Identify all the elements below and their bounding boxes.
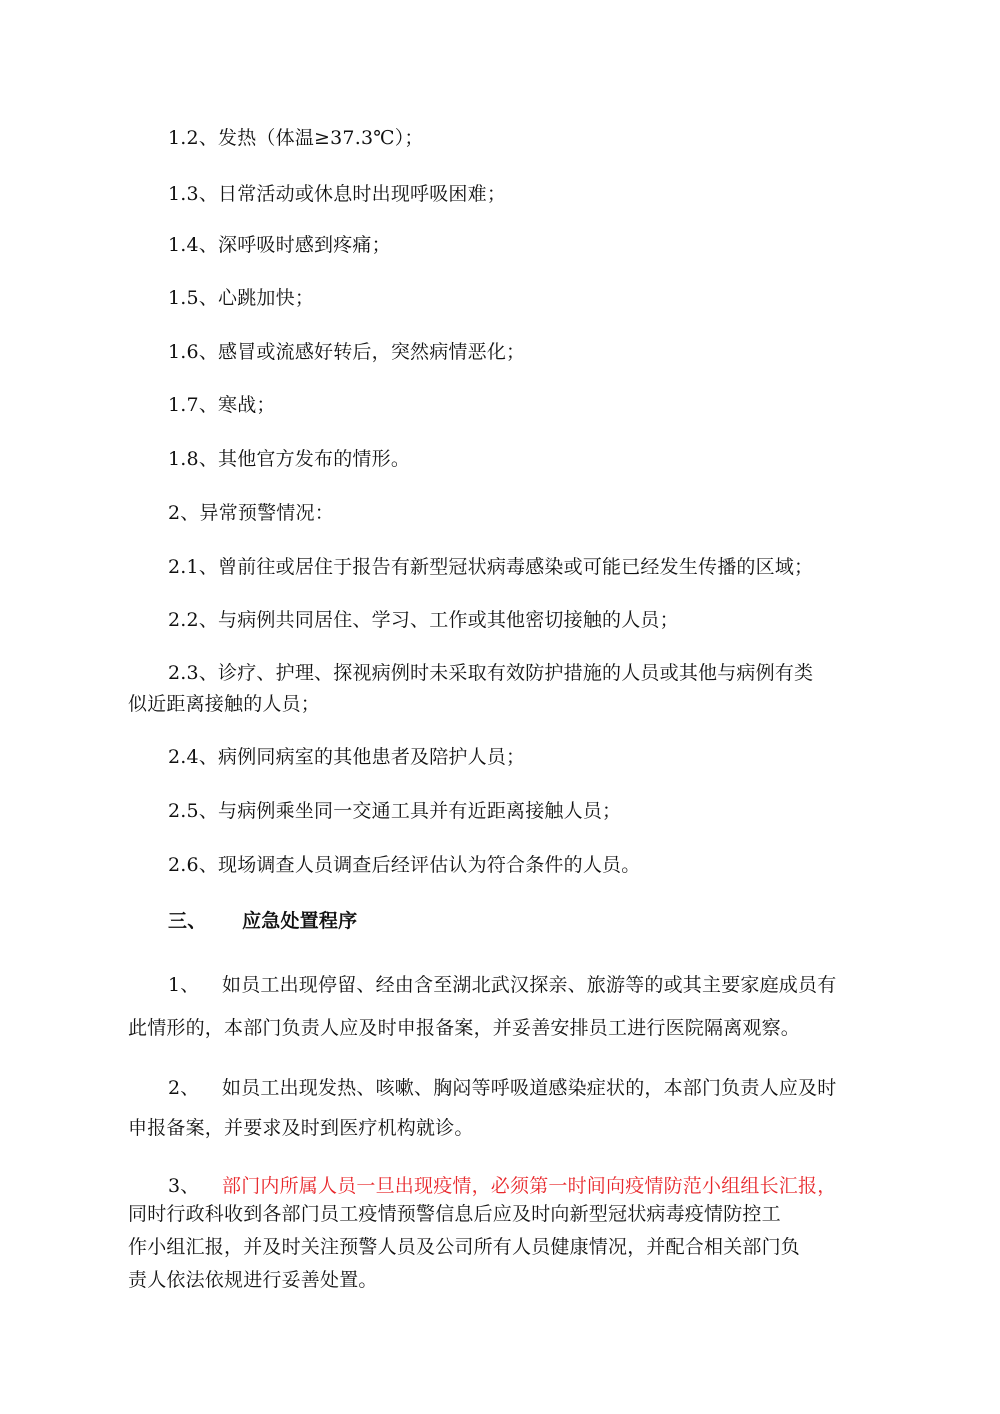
item-2-3-line2: 似近距离接触的人员； [128,693,321,715]
procedure-2-number: 2、 [168,1077,200,1099]
section-2-heading: 2、异常预警情况： [168,502,334,524]
section-3-heading [168,909,357,933]
procedure-1-text-1: 如员工出现停留、经由含至湖北武汉探亲、旅游等的或其主要家庭成员有 [222,974,837,996]
procedure-1-number: 1、 [168,974,200,996]
procedure-3-number: 3、 [168,1175,200,1197]
item-1-2: 1.2、发热（体温≥37.3℃）； [168,127,424,149]
procedure-2-line1 [168,1076,836,1100]
item-2-6: 2.6、现场调查人员调查后经评估认为符合条件的人员。 [168,854,641,876]
section-3-title: 应急处置程序 [242,910,358,932]
item-2-3-line1: 2.3、诊疗、护理、探视病例时未采取有效防护措施的人员或其他与病例有类 [168,662,814,684]
item-1-7: 1.7、寒战； [168,394,276,416]
section-3-number: 三、 [168,910,207,932]
item-1-8: 1.8、其他官方发布的情形。 [168,448,411,470]
item-1-3: 1.3、日常活动或休息时出现呼吸困难； [168,183,507,205]
procedure-2-line2: 申报备案，并要求及时到医疗机构就诊。 [128,1117,474,1139]
item-2-1: 2.1、曾前往或居住于报告有新型冠状病毒感染或可能已经发生传播的区域； [168,556,814,578]
procedure-3-line2: 同时行政科收到各部门员工疫情预警信息后应及时向新型冠状病毒疫情防控工 [128,1203,781,1225]
procedure-1-line1 [168,973,836,997]
item-1-6: 1.6、感冒或流感好转后，突然病情恶化； [168,341,526,363]
procedure-2-text-1: 如员工出现发热、咳嗽、胸闷等呼吸道感染症状的，本部门负责人应及时 [222,1077,837,1099]
procedure-3-line4: 责人依法依规进行妥善处置。 [128,1269,378,1291]
procedure-3-line1 [168,1174,836,1198]
item-2-5: 2.5、与病例乘坐同一交通工具并有近距离接触人员； [168,800,622,822]
item-1-5: 1.5、心跳加快； [168,287,315,309]
procedure-3-red-text: 部门内所属人员一旦出现疫情，必须第一时间向疫情防范小组组长汇报， [222,1175,837,1197]
item-2-2: 2.2、与病例共同居住、学习、工作或其他密切接触的人员； [168,609,679,631]
procedure-3-line3: 作小组汇报，并及时关注预警人员及公司所有人员健康情况，并配合相关部门负 [128,1236,801,1258]
item-2-4: 2.4、病例同病室的其他患者及陪护人员； [168,746,526,768]
item-1-4: 1.4、深呼吸时感到疼痛； [168,234,391,256]
procedure-1-line2: 此情形的，本部门负责人应及时申报备案，并妥善安排员工进行医院隔离观察。 [128,1017,801,1039]
